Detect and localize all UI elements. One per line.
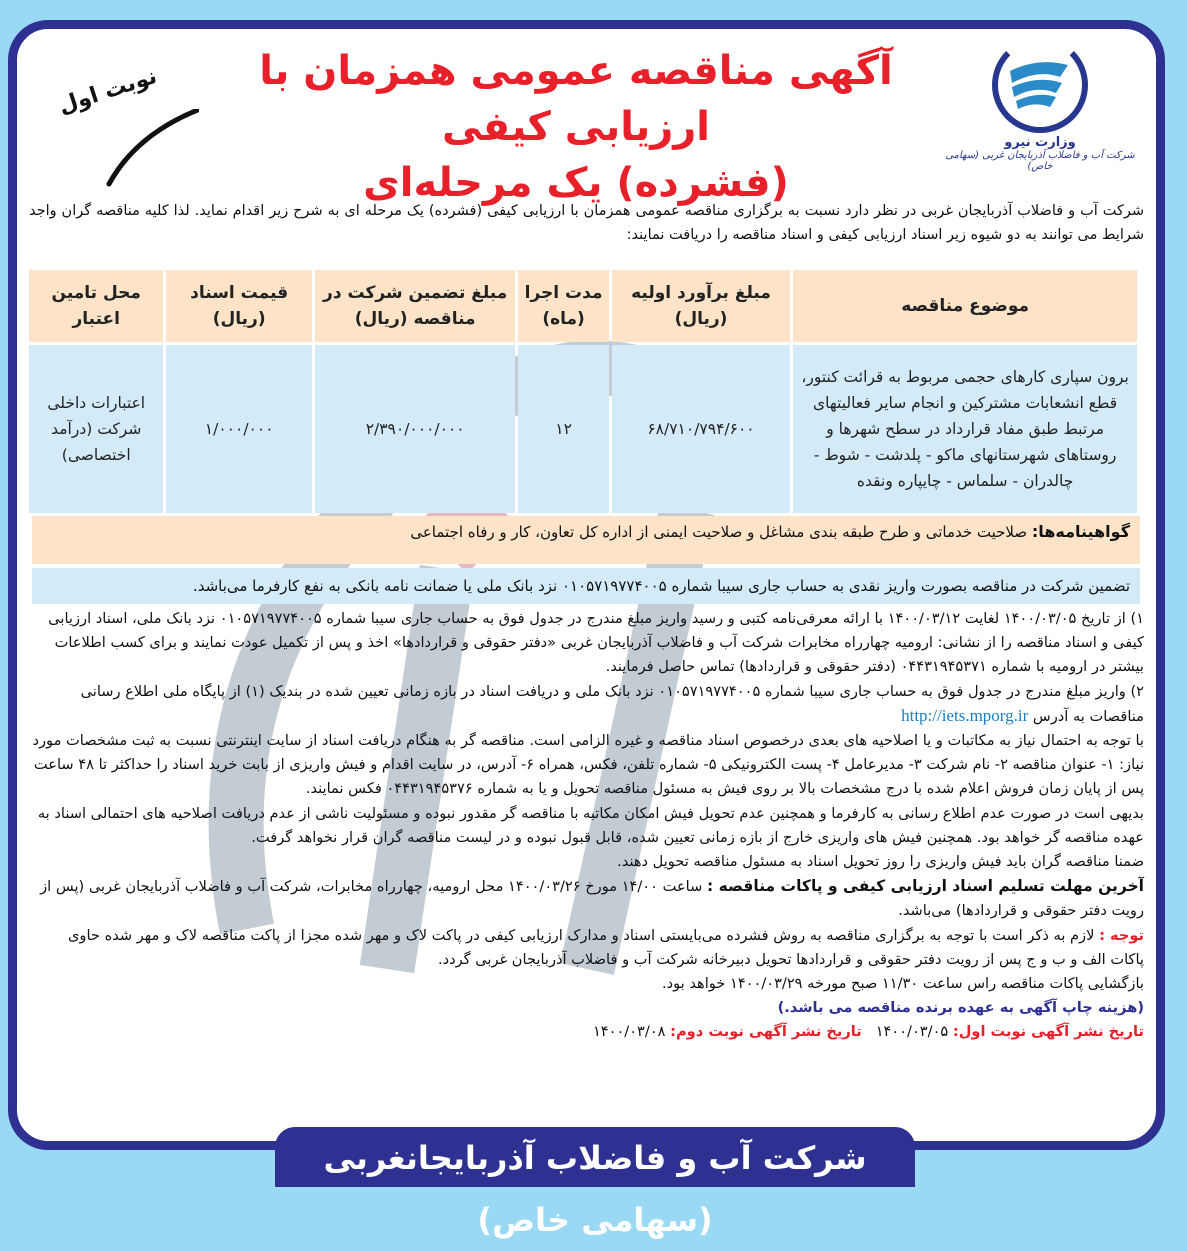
ministry-name: وزارت نیرو (1004, 135, 1076, 150)
item-2-text: ۲) واریز مبلغ مندرج در جدول فوق به حساب جاری سیبا شماره ۰۱۰۵۷۱۹۷۷۴۰۰۵ نزد بانک ملی و دریافت اسناد در بازه زمانی تعیین شده در بندیک (۱) از پایگاه ملی اطلاع رسانی مناقصات به آدرس (80, 682, 1144, 725)
pub1-date: ۱۴۰۰/۰۳/۰۵ (875, 1023, 949, 1041)
cell-initial-estimate: ۶۸/۷۱۰/۷۹۴/۶۰۰ (612, 345, 790, 513)
tender-table (26, 267, 1140, 516)
obvious-paragraph: بدیهی است در صورت عدم اطلاع رسانی به کارفرما و همچنین عدم تحویل فیش امکان مکاتبه با مناقصه گر مقدور نبوده و مسئولیت ناشی از عدم دریافت اصلاحیه های احتمالی اسناد به عهده مناقصه گر خواهد بود. همچنین فیش های واریزی خارج از بازه زمانی تعیین شده، قابل قبول نبوده و در لیست مناقصه گران قرار نخواهد گرفت. (37, 804, 1144, 846)
certificates-label: گواهینامه‌ها: (1031, 522, 1130, 541)
cell-document-price: ۱/۰۰۰/۰۰۰ (166, 345, 311, 513)
pub1-label: تاریخ نشر آگهی نوبت اول: (952, 1023, 1144, 1041)
header-duration: مدت اجرا (ماه) (518, 270, 608, 342)
intro-paragraph: شرکت آب و فاضلاب آذربایجان غربی در نظر دارد نسبت به برگزاری مناقصه عمومی همزمان با ارزیابی کیفی (فشرده) یک مرحله ای به شرح زیر اقدام نماید. لذا کلیه مناقصه گران واجد شرایط می توانند به دو شیوه زیر اسناد ارزیابی کیفی و اسناد مناقصه را دریافت نمایند: (29, 203, 1144, 243)
header-initial-estimate: مبلغ برآورد اولیه (ریال) (612, 270, 790, 342)
deadline-text: ساعت ۱۴/۰۰ مورخ ۱۴۰۰/۰۳/۲۶ محل ارومیه، چهارراه مخابرات، شرکت آب و فاضلاب آذربایجان غربی (پس از رویت دفتر حقوقی و قراردادها) می‌باشد. (40, 878, 1144, 920)
iets-link[interactable]: http://iets.mporg.ir (901, 705, 1029, 725)
round-badge-label: نوبت اول (55, 63, 160, 120)
item-2 (31, 680, 1144, 729)
certificates-row (32, 516, 1140, 564)
cell-duration: ۱۲ (518, 345, 608, 513)
guarantee-note: تضمین شرکت در مناقصه بصورت واریز نقدی به حساب جاری سیبا شماره ۰۱۰۵۷۱۹۷۷۴۰۰۵ نزد بانک ملی یا ضمانت نامه بانکی به نفع کارفرما می‌باشد. (32, 568, 1140, 604)
notice-paragraph: با توجه به احتمال نیاز به مکاتبات و یا اصلاحیه های بعدی درخصوص اسناد مناقصه و غیره الزامی است. مناقصه گر به هنگام دریافت اسناد از سایت اینترنتی نسبت به ثبت مشخصات مورد نیاز: ۱- عنوان مناقصه ۲- نام شرکت ۳- مدیرعامل ۴- پست الکترونیکی ۵- شماره تلفن، فکس، همراه ۶- آدرس، در سایت اقدام و فیش واریزی از بابت خرید اسناد را حداکثر تا ۴۸ ساعت پس از پایان زمان فروش اعلام شده با درج مشخصات بالا بر روی فیش به مسئول مناقصه تحویل و یا به شماره ۰۴۴۳۱۹۴۵۳۷۶ فکس نمایند. (32, 732, 1144, 798)
logo-company-name: شرکت آب و فاضلاب آذربایجان غربی (سهامی خاص) (945, 150, 1135, 172)
header-guarantee: مبلغ تضمین شرکت در مناقصه (ریال) (315, 270, 516, 342)
publication-dates (31, 1020, 1144, 1044)
ad-cost-note: (هزینه چاپ آگهی به عهده برنده مناقصه می باشد.) (777, 999, 1144, 1017)
pub2-label: تاریخ نشر آگهی نوبت دوم: (670, 1023, 862, 1041)
company-logo (940, 37, 1140, 172)
water-waves-logo-icon (992, 37, 1088, 133)
item-1: ۱) از تاریخ ۱۴۰۰/۰۳/۰۵ لغایت ۱۴۰۰/۰۳/۱۲ با ارائه معرفی‌نامه کتبی و رسید واریز مبلغ مندرج در جدول فوق به حساب جاری سیبا شماره ۰۱۰۵۷۱۹۷۷۴۰۰۵ نزد بانک ملی، اسناد ارزیابی کیفی و اسناد مناقصه را از نشانی: ارومیه چهارراه مخابرات شرکت آب و فاضلاب آذربایجان غربی «دفتر حقوقی و قراردادها» اخذ و پس از تکمیل عودت نمایند و برای کسب اطلاعات بیشتر در ارومیه با شماره ۰۴۴۳۱۹۴۵۳۷۱ (دفتر حقوقی و قراردادها) تماس حاصل فرمایند. (48, 610, 1144, 676)
page-title (226, 43, 926, 211)
title-line-1: آگهی مناقصه عمومی همزمان با ارزیابی کیفی (259, 48, 893, 150)
footer-company-banner: شرکت آب و فاضلاب آذربایجانغربی (سهامی خاص) (275, 1127, 915, 1187)
header-document-price: قیمت اسناد (ریال) (166, 270, 311, 342)
note-label: توجه : (1099, 926, 1144, 944)
also-paragraph: ضمنا مناقصه گران باید فیش واریزی را روز تحویل اسناد به مسئول مناقصه تحویل دهند. (617, 853, 1144, 871)
deadline-label: آخرین مهلت تسلیم اسناد ارزیابی کیفی و پاکات مناقصه : (706, 877, 1144, 896)
note-paragraph (31, 924, 1144, 972)
header-subject: موضوع مناقصه (793, 270, 1137, 342)
cell-guarantee: ۲/۳۹۰/۰۰۰/۰۰۰ (315, 345, 516, 513)
table-header-row (29, 270, 1137, 342)
table-row (29, 345, 1137, 513)
pub2-date: ۱۴۰۰/۰۳/۰۸ (592, 1023, 666, 1041)
notice-frame (8, 20, 1165, 1150)
certificates-text: صلاحیت خدماتی و طرح طبقه بندی مشاغل و صلاحیت ایمنی از اداره کل تعاون، کار و رفاه اجتماعی (410, 523, 1028, 541)
body-text (31, 607, 1144, 1045)
note-text: لازم به ذکر است با توجه به برگزاری مناقصه به روش فشرده می‌بایستی اسناد و مدارک ارزیابی کیفی در پاکت لاک و مهر شده مجزا از پاکت مناقصه لاک و مهر شده حاوی پاکات الف و ب و ج پس از رویت دفتر حقوقی و قراردادها تحویل دبیرخانه شرکت آب و فاضلاب آذربایجان غربی گردد. (68, 926, 1144, 968)
round-badge (39, 59, 209, 189)
deadline-paragraph (31, 874, 1144, 923)
header-funding-source: محل تامین اعتبار (29, 270, 163, 342)
cell-subject: برون سپاری کارهای حجمی مربوط به قرائت کنتور، قطع انشعابات مشترکین و انجام سایر فعالیتهای مرتبط طبق مفاد قرارداد در سطح شهرها و روستاهای شهرستانهای ماکو - پلدشت - شوط - چالدران - سلماس - چایپاره ونقده (793, 345, 1137, 513)
curve-stroke-icon (79, 109, 199, 189)
cell-funding-source: اعتبارات داخلی شرکت (درآمد اختصاصی) (29, 345, 163, 513)
title-line-2: (فشرده) یک مرحله‌ای (363, 160, 789, 206)
opening-paragraph: بازگشایی پاکات مناقصه راس ساعت ۱۱/۳۰ صبح مورخه ۱۴۰۰/۰۳/۲۹ خواهد بود. (661, 975, 1144, 993)
